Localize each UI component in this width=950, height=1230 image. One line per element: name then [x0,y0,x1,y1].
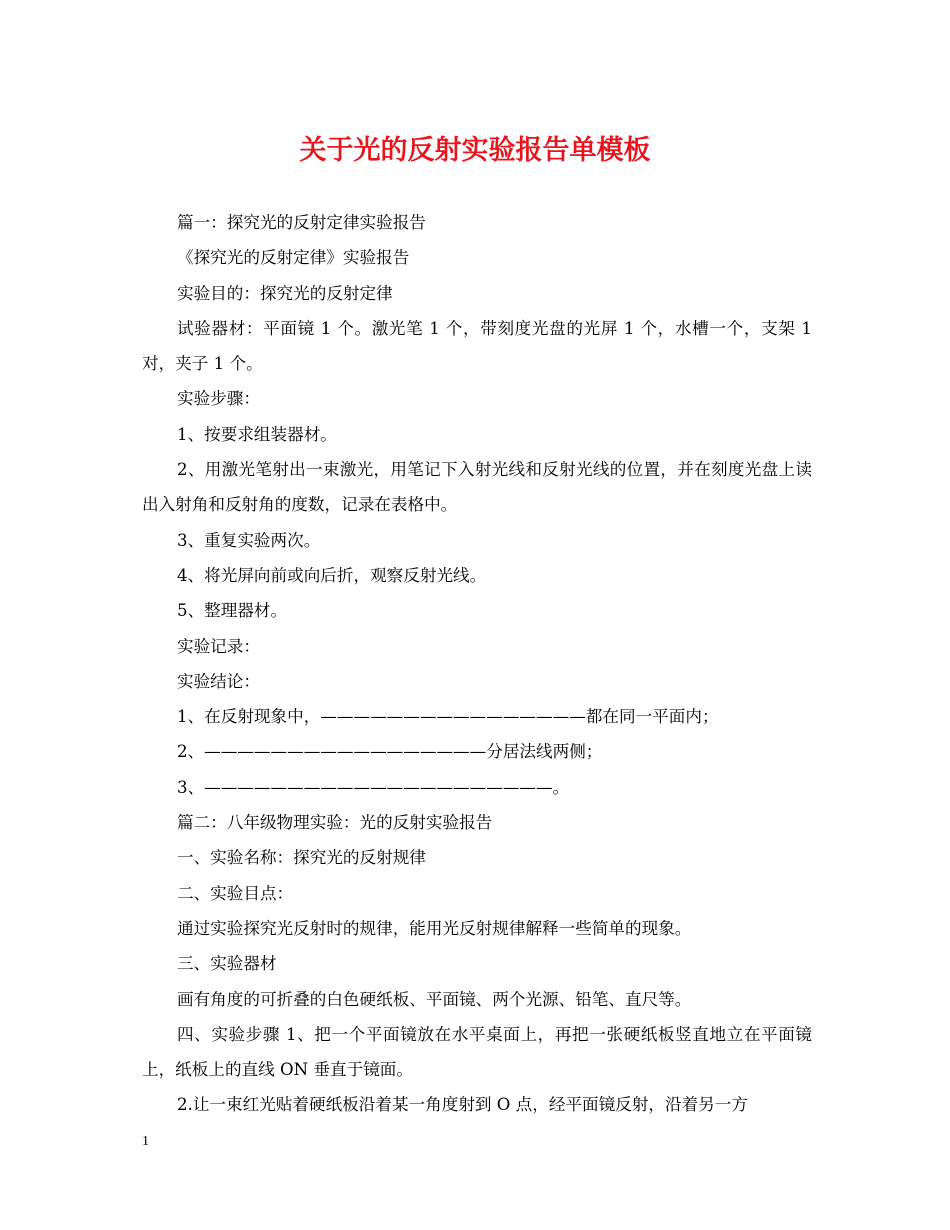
paragraph: 4、将光屏向前或向后折，观察反射光线。 [177,565,487,585]
document-body [142,205,818,1123]
paragraph: 《探究光的反射定律》实验报告 [177,248,410,268]
paragraph: 二、实验目点： [177,883,294,903]
paragraph: 四、实验步骤 1、把一个平面镜放在水平桌面上，再把一张硬纸板竖直地立在平面镜上，纸板上的直线 ON 垂直于镜面。 [142,1024,812,1080]
paragraph: 5、整理器材。 [177,601,288,621]
paragraph: 2.让一束红光贴着硬纸板沿着某一角度射到 O 点，经平面镜反射，沿着另一方 [177,1095,748,1115]
page-number: 1 [142,1134,149,1149]
paragraph: 实验结论： [177,671,260,691]
paragraph: 三、实验器材 [177,954,277,974]
paragraph: 通过实验探究光反射时的规律，能用光反射规律解释一些简单的现象。 [177,918,692,938]
paragraph: 实验步骤： [177,389,260,409]
paragraph: 3、重复实验两次。 [177,530,321,550]
paragraph: 篇一：探究光的反射定律实验报告 [177,213,426,232]
paragraph: 实验目的：探究光的反射定律 [177,283,393,303]
paragraph: 实验记录： [177,636,260,656]
paragraph: 篇二：八年级物理实验：光的反射实验报告 [177,813,493,833]
document-title: 关于光的反射实验报告单模板 [299,135,651,166]
paragraph: 1、按要求组装器材。 [177,424,337,444]
paragraph: 2、—————————————————分居法线两侧； [177,742,603,762]
paragraph: 一、实验名称：探究光的反射规律 [177,848,426,868]
paragraph: 2、用激光笔射出一束激光，用笔记下入射光线和反射光线的位置，并在刻度光盘上读出入射角和反射角的度数，记录在表格中。 [142,460,812,515]
paragraph: 3、—————————————————————。 [177,777,570,797]
paragraph: 1、在反射现象中，————————————————都在同一平面内； [177,707,719,727]
paragraph: 画有角度的可折叠的白色硬纸板、平面镜、两个光源、铅笔、直尺等。 [177,989,692,1009]
paragraph: 试验器材：平面镜 1 个。激光笔 1 个，带刻度光盘的光屏 1 个，水槽一个，支架 1 对，夹子 1 个。 [142,318,818,374]
